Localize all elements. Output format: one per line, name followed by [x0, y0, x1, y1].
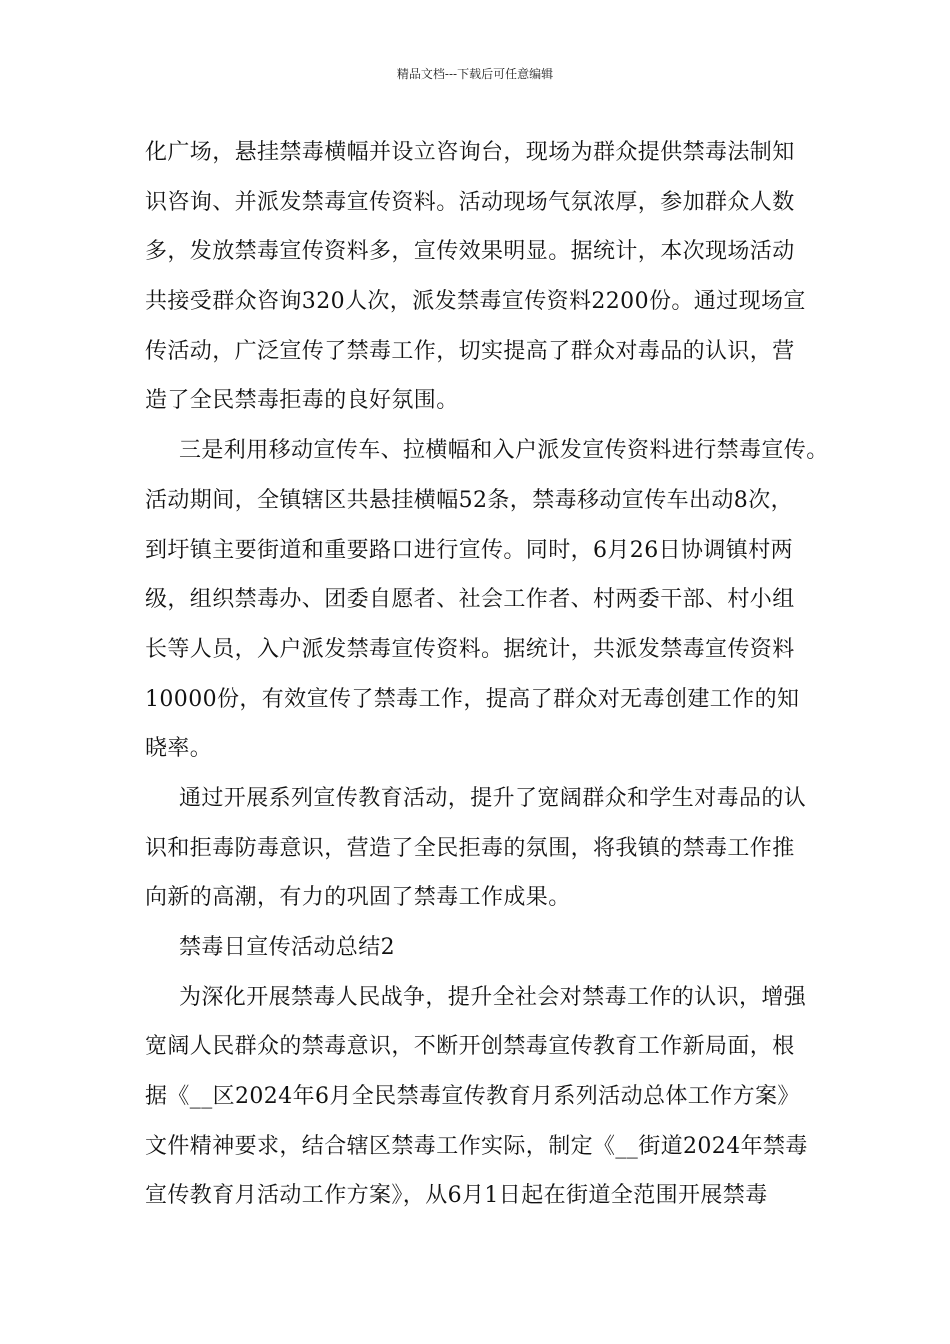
text-line: 活动期间，全镇辖区共悬挂横幅52条，禁毒移动宣传车出动8次， — [145, 487, 793, 513]
text-line: 文件精神要求，结合辖区禁毒工作实际，制定《__街道2024年禁毒 — [145, 1133, 808, 1159]
text-line: 识和拒毒防毒意识，营造了全民拒毒的氛围，将我镇的禁毒工作推 — [145, 835, 795, 861]
text-line: 据《__区2024年6月全民禁毒宣传教育月系列活动总体工作方案》 — [145, 1084, 800, 1110]
text-line: 传活动，广泛宣传了禁毒工作，切实提高了群众对毒品的认识，营 — [145, 338, 795, 364]
text-line: 向新的高潮，有力的巩固了禁毒工作成果。 — [145, 885, 571, 911]
paragraph-start-line: 为深化开展禁毒人民战争，提升全社会对禁毒工作的认识，增强 — [179, 984, 807, 1010]
text-line: 晓率。 — [145, 736, 213, 762]
text-line: 宽阔人民群众的禁毒意识，不断开创禁毒宣传教育工作新局面，根 — [145, 1034, 795, 1060]
text-line: 宣传教育月活动工作方案》，从6月1日起在街道全范围开展禁毒 — [145, 1183, 768, 1209]
text-line: 多，发放禁毒宣传资料多，宣传效果明显。据统计，本次现场活动 — [145, 239, 795, 265]
text-line: 造了全民禁毒拒毒的良好氛围。 — [145, 388, 459, 414]
text-line: 级，组织禁毒办、团委自愿者、社会工作者、村两委干部、村小组 — [145, 587, 795, 613]
text-line: 化广场，悬挂禁毒横幅并设立咨询台，现场为群众提供禁毒法制知 — [145, 140, 795, 165]
text-line: 10000份，有效宣传了禁毒工作，提高了群众对无毒创建工作的知 — [145, 686, 800, 712]
paragraph-start-line: 通过开展系列宣传教育活动，提升了宽阔群众和学生对毒品的认 — [179, 785, 807, 811]
text-line: 到圩镇主要街道和重要路口进行宣传。同时，6月26日协调镇村两 — [145, 537, 793, 563]
page-header: 精品文档---下载后可任意编辑 — [396, 67, 554, 81]
text-line: 识咨询、并派发禁毒宣传资料。活动现场气氛浓厚，参加群众人数 — [145, 189, 795, 215]
text-line: 长等人员，入户派发禁毒宣传资料。据统计，共派发禁毒宣传资料 — [145, 636, 795, 662]
text-line: 共接受群众咨询320人次，派发禁毒宣传资料2200份。通过现场宣 — [145, 289, 806, 315]
document-body — [145, 128, 829, 1221]
section-heading: 禁毒日宣传活动总结2 — [179, 935, 395, 960]
paragraph-start-line: 三是利用移动宣传车、拉横幅和入户派发宣传资料进行禁毒宣传。 — [179, 438, 829, 464]
